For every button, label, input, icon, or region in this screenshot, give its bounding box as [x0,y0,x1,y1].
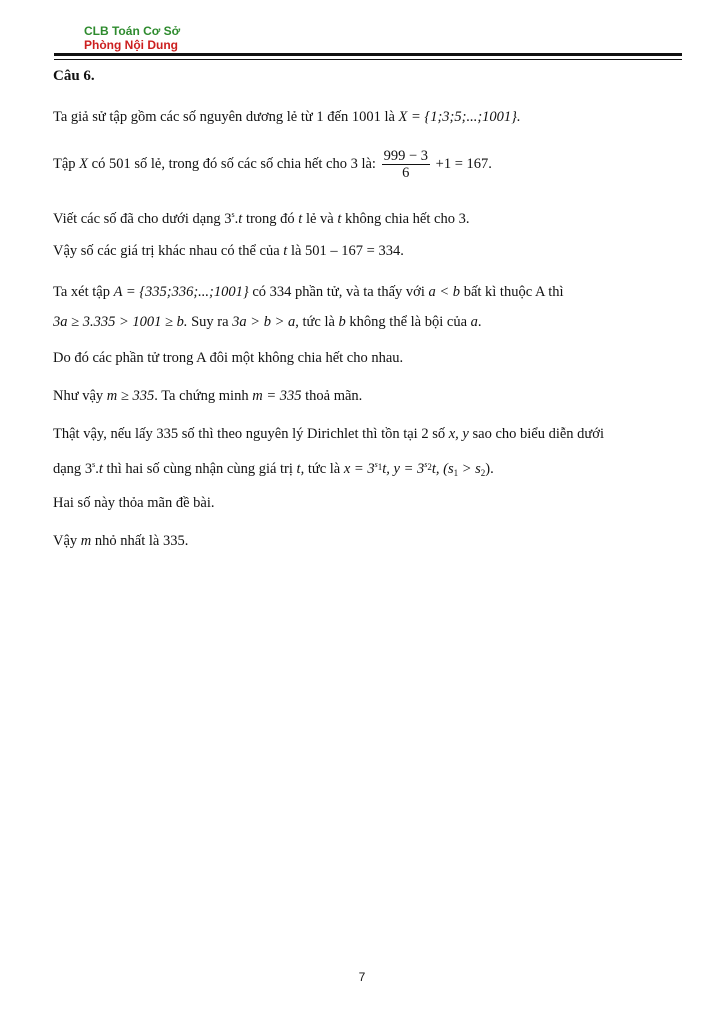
p10-t: t [98,461,103,477]
p5-cond: a < b [428,284,461,300]
paragraph-4 [53,242,404,260]
p3-pre: Viết các số đã cho dưới dạng [53,211,221,227]
p2-fraction [382,148,430,181]
p10-yt: t, (s [431,461,454,477]
paragraph-9 [53,425,604,443]
p3-post: không chia hết cho 3. [345,211,470,227]
p4-post: là 501 – 167 = 334. [290,243,404,259]
p2-var: X [79,155,89,172]
paragraph-1 [53,108,521,126]
p10-exp: s [92,460,96,469]
p6-mid2: , tức là [295,314,335,330]
paragraph-2 [53,148,492,181]
p8-mid: . Ta chứng minh [154,388,249,404]
p12-post: nhỏ nhất là 335. [94,533,189,549]
p10-pre: dạng [53,461,82,477]
p10-gt: > s [458,461,481,477]
header-rule-thin [54,59,682,60]
p2-pre: Tập [53,155,76,172]
p6-math2: 3a > b > a [232,314,296,330]
p10-xs: s [374,460,378,469]
p3-t1: t [238,211,243,227]
p3-mid1: trong đó [245,211,295,227]
p8-post: thoả mãn. [305,388,363,404]
p8-math: m ≥ 335 [106,388,155,404]
p3-exp: s [231,210,235,219]
p2-tail: +1 = 167. [435,155,492,172]
paragraph-5 [53,283,564,301]
p10-c1: 1 [453,468,459,478]
header-org: CLB Toán Cơ Sở [84,24,181,38]
p6-b: b [338,314,346,330]
p10-x: x = 3 [343,461,375,477]
paragraph-7: Do đó các phần tử trong A đôi một không chia hết cho nhau. [53,350,404,366]
p10-xsub: 1 [377,462,383,472]
p12-pre: Vậy [53,533,78,549]
p10-dot: . [95,461,99,477]
paragraph-12 [53,532,188,550]
p8-pre: Như vậy [53,388,104,404]
p4-var: t [283,243,288,259]
p10-end: ). [485,461,494,477]
paragraph-6 [53,313,482,331]
page-number: 7 [358,970,366,984]
p8-math2: m = 335 [252,388,302,404]
p5-math: A = {335;336;...;1001} [113,284,249,300]
p10-mid2: tức là [307,461,341,477]
p6-end: . [477,314,482,330]
p6-a: a [470,314,478,330]
p5-pre: Ta xét tập [53,284,110,300]
paragraph-8 [53,387,362,405]
p10-ysub: 2 [427,462,432,472]
fraction-numerator: 999 − 3 [383,148,429,164]
p5-post: bất kì thuộc A thì [463,284,564,300]
p3-base: 3 [224,211,232,227]
p10-ys: s [424,460,428,469]
paragraph-11: Hai số này thỏa mãn đề bài. [53,495,215,511]
p6-mid: Suy ra [191,314,229,330]
p9-post: sao cho biểu diễn dưới [472,426,604,442]
fraction-denominator: 6 [402,165,410,181]
p3-t3: t [337,211,342,227]
p2-text: có 501 số lẻ, trong đó số các số chia hết cho 3 là: [91,155,376,172]
header-rule-thick [54,53,682,56]
p3-t2: t [298,211,303,227]
p9-vars: x, y [448,426,469,442]
p6-mid3: không thể là bội của [349,314,468,330]
p3-mid2: lẻ và [305,211,334,227]
p5-mid: có 334 phần tử, và ta thấy với [252,284,425,300]
paragraph-10 [53,456,494,482]
p4-pre: Vậy số các giá trị khác nhau có thể của [53,243,280,259]
p10-mid: thì hai số cùng nhận cùng giá trị [106,461,293,477]
p1-math: X = {1;3;5;...;1001}. [398,109,521,125]
p10-t2: t, [296,461,305,477]
p6-math: 3a ≥ 3.335 > 1001 ≥ b. [53,314,188,330]
p10-xt: t, y = 3 [382,461,425,477]
p1-text: Ta giả sử tập gồm các số nguyên dương lẻ từ 1 đến 1001 là [53,109,395,125]
p10-c2: 2 [480,468,486,478]
p9-pre: Thật vậy, nếu lấy 335 số thì theo nguyên lý Dirichlet thì tồn tại 2 số [53,426,446,442]
header-dept: Phòng Nội Dung [84,38,178,52]
p10-base: 3 [84,461,93,477]
p12-var: m [80,533,92,549]
paragraph-3 [53,206,469,228]
question-title: Câu 6. [53,68,95,84]
p3-dot: . [234,211,239,227]
